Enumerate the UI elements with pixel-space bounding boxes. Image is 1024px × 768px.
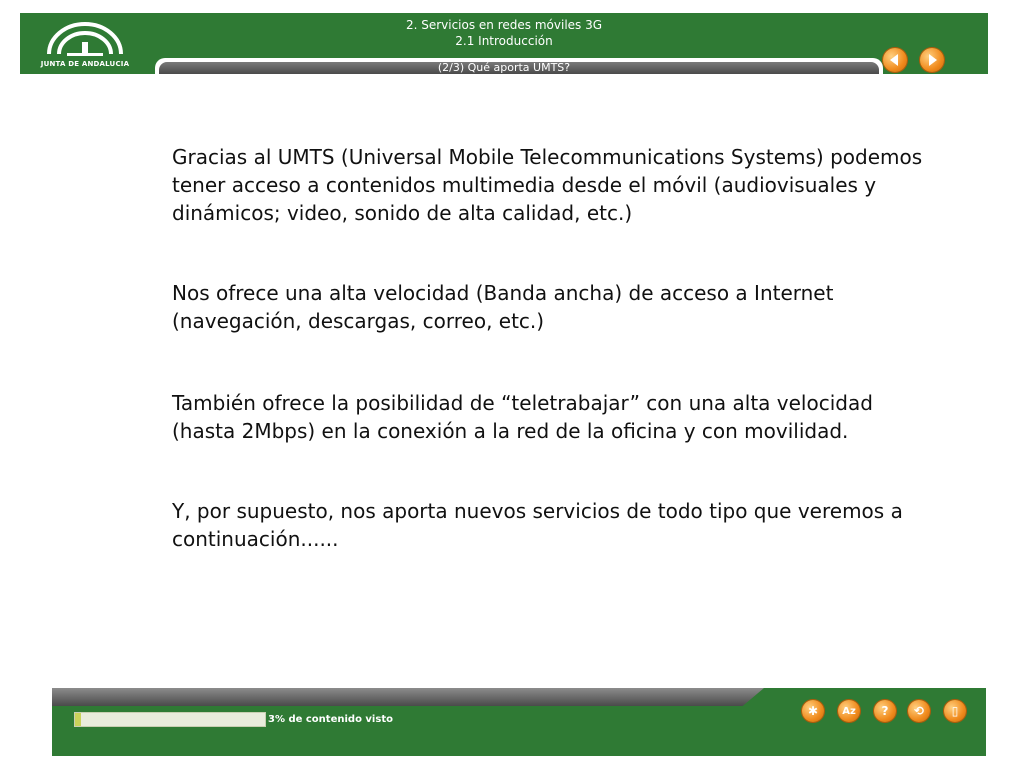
progress-label: 3% de contenido visto [268, 714, 393, 725]
help-icon: ? [881, 704, 889, 718]
arrow-right-icon [920, 48, 944, 72]
glossary-button[interactable] [838, 700, 860, 722]
paragraph-multimedia: Gracias al UMTS (Universal Mobile Telecommunications Systems) podemos tener acceso a contenidos multimedia desde el móvil (audiovisuales y dinámicos; video, sonido de alta calidad, etc.) [172, 145, 923, 225]
footer-bar [52, 688, 986, 756]
glossary-az-icon: Az [842, 705, 856, 717]
next-page-button[interactable] [920, 48, 944, 72]
refresh-button[interactable] [908, 700, 930, 722]
page-subtitle: (2/3) Qué aporta UMTS? [437, 61, 571, 74]
footer-top-strip [52, 688, 764, 706]
progress-fill [75, 713, 81, 726]
paragraph-telework: También ofrece la posibilidad de “teletrabajar” con una alta velocidad (hasta 2Mbps) en la conexión a la red de la oficina y con movilidad. [172, 391, 873, 443]
logo-text: JUNTA DE ANDALUCIA [40, 59, 130, 68]
paragraph-new-services: Y, por supuesto, nos aporta nuevos servicios de todo tipo que veremos a continuación...... [172, 499, 903, 551]
progress-bar [74, 712, 266, 727]
header-title [20, 17, 988, 49]
section-title: 2. Servicios en redes móviles 3G [405, 18, 603, 32]
arrow-left-icon [883, 48, 907, 72]
map-icon: ✱ [807, 704, 819, 718]
exit-button[interactable] [944, 700, 966, 722]
paragraph-broadband: Nos ofrece una alta velocidad (Banda ancha) de acceso a Internet (navegación, descargas, correo, etc.) [172, 281, 834, 333]
refresh-icon: ⟲ [913, 704, 925, 718]
subsection-title: 2.1 Introducción [455, 34, 553, 48]
header-bar [20, 13, 988, 74]
exit-door-icon: ▯ [951, 704, 959, 718]
help-button[interactable] [874, 700, 896, 722]
map-button[interactable] [802, 700, 824, 722]
previous-page-button[interactable] [883, 48, 907, 72]
